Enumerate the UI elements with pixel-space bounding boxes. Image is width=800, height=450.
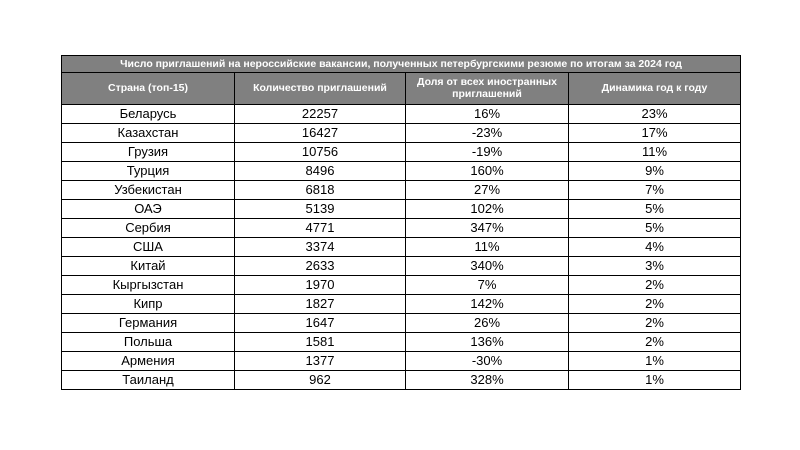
dynamics-cell: 9% xyxy=(569,162,741,181)
country-cell: Кипр xyxy=(62,295,235,314)
table-row xyxy=(62,333,741,352)
count-cell: 1647 xyxy=(235,314,406,333)
table-row xyxy=(62,371,741,390)
share-cell: -30% xyxy=(406,352,569,371)
share-cell: -19% xyxy=(406,143,569,162)
dynamics-cell: 2% xyxy=(569,295,741,314)
share-cell: 7% xyxy=(406,276,569,295)
count-cell: 8496 xyxy=(235,162,406,181)
count-cell: 962 xyxy=(235,371,406,390)
country-cell: Сербия xyxy=(62,219,235,238)
dynamics-cell: 23% xyxy=(569,105,741,124)
count-cell: 16427 xyxy=(235,124,406,143)
share-cell: 102% xyxy=(406,200,569,219)
share-cell: 136% xyxy=(406,333,569,352)
count-cell: 3374 xyxy=(235,238,406,257)
share-cell: 347% xyxy=(406,219,569,238)
invitations-table xyxy=(61,55,741,390)
count-cell: 1581 xyxy=(235,333,406,352)
share-cell: 26% xyxy=(406,314,569,333)
country-cell: Турция xyxy=(62,162,235,181)
dynamics-cell: 3% xyxy=(569,257,741,276)
count-cell: 22257 xyxy=(235,105,406,124)
dynamics-cell: 2% xyxy=(569,314,741,333)
header-dynamics-label: Динамика год к году xyxy=(601,82,708,94)
country-cell: Армения xyxy=(62,352,235,371)
header-row xyxy=(62,73,741,105)
table-row xyxy=(62,105,741,124)
country-cell: Кыргызстан xyxy=(62,276,235,295)
header-country-label: Страна (топ-15) xyxy=(107,82,188,94)
share-cell: -23% xyxy=(406,124,569,143)
header-share xyxy=(406,73,569,105)
count-cell: 6818 xyxy=(235,181,406,200)
share-cell: 11% xyxy=(406,238,569,257)
dynamics-cell: 17% xyxy=(569,124,741,143)
share-cell: 142% xyxy=(406,295,569,314)
count-cell: 5139 xyxy=(235,200,406,219)
table-row xyxy=(62,314,741,333)
dynamics-cell: 5% xyxy=(569,219,741,238)
table-row xyxy=(62,257,741,276)
title-row xyxy=(62,56,741,73)
table-row xyxy=(62,276,741,295)
share-cell: 340% xyxy=(406,257,569,276)
count-cell: 1970 xyxy=(235,276,406,295)
dynamics-cell: 1% xyxy=(569,371,741,390)
share-cell: 328% xyxy=(406,371,569,390)
dynamics-cell: 2% xyxy=(569,333,741,352)
header-count xyxy=(235,73,406,105)
header-share-label: Доля от всех иностранных приглашений xyxy=(417,76,557,100)
table-row xyxy=(62,143,741,162)
count-cell: 1377 xyxy=(235,352,406,371)
country-cell: Грузия xyxy=(62,143,235,162)
count-cell: 10756 xyxy=(235,143,406,162)
table-row xyxy=(62,295,741,314)
count-cell: 1827 xyxy=(235,295,406,314)
dynamics-cell: 11% xyxy=(569,143,741,162)
count-cell: 2633 xyxy=(235,257,406,276)
header-count-label: Количество приглашений xyxy=(253,82,387,94)
table-title: Число приглашений на нероссийские вакансии, полученных петербургскими резюме по итогам за 2024 год xyxy=(62,56,741,73)
country-cell: Беларусь xyxy=(62,105,235,124)
table-row xyxy=(62,200,741,219)
table-row xyxy=(62,124,741,143)
count-cell: 4771 xyxy=(235,219,406,238)
country-cell: Китай xyxy=(62,257,235,276)
table-row xyxy=(62,238,741,257)
share-cell: 16% xyxy=(406,105,569,124)
dynamics-cell: 4% xyxy=(569,238,741,257)
dynamics-cell: 5% xyxy=(569,200,741,219)
country-cell: Таиланд xyxy=(62,371,235,390)
header-country xyxy=(62,73,235,105)
dynamics-cell: 7% xyxy=(569,181,741,200)
country-cell: ОАЭ xyxy=(62,200,235,219)
share-cell: 27% xyxy=(406,181,569,200)
table-row xyxy=(62,219,741,238)
table-row xyxy=(62,162,741,181)
dynamics-cell: 2% xyxy=(569,276,741,295)
country-cell: США xyxy=(62,238,235,257)
country-cell: Узбекистан xyxy=(62,181,235,200)
dynamics-cell: 1% xyxy=(569,352,741,371)
share-cell: 160% xyxy=(406,162,569,181)
country-cell: Польша xyxy=(62,333,235,352)
table-row xyxy=(62,181,741,200)
header-dynamics xyxy=(569,73,741,105)
table-row xyxy=(62,352,741,371)
country-cell: Германия xyxy=(62,314,235,333)
country-cell: Казахстан xyxy=(62,124,235,143)
